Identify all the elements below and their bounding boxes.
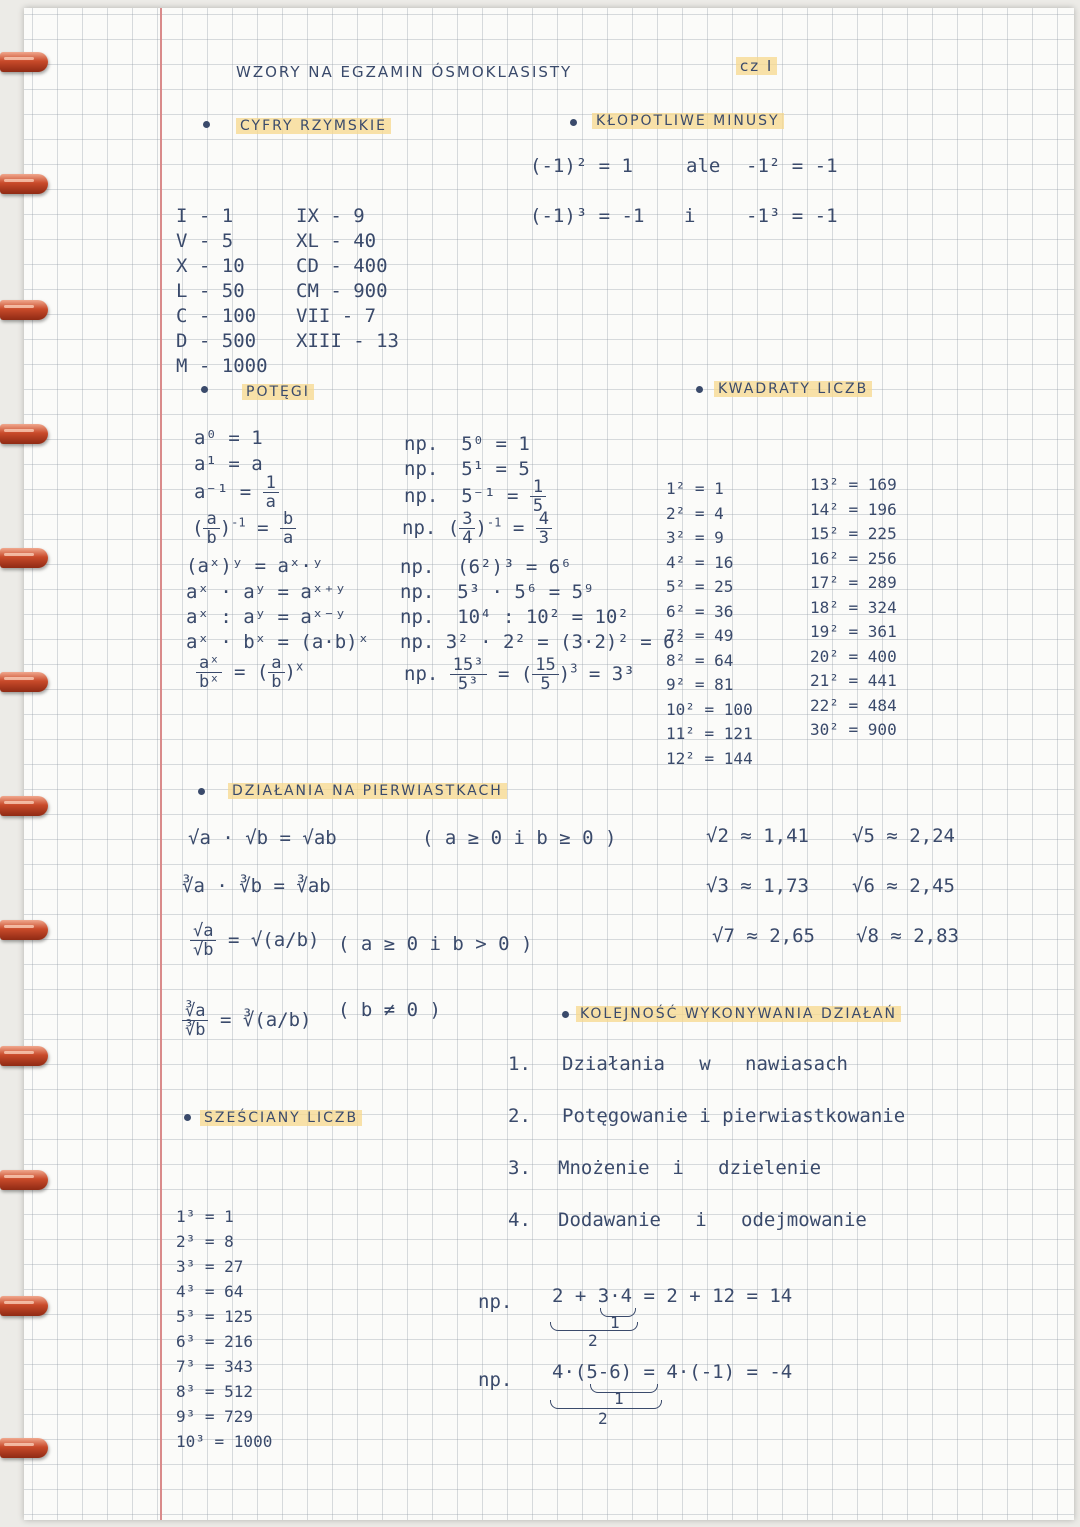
- order-example-2-step: 2: [598, 1409, 608, 1428]
- power-rule-quotient-base: $\frac{\text{aˣ}}{\text{bˣ}}$ = ( $\frac{a}{b}$ )$^x$: [196, 654, 303, 691]
- roman-heading: CYFRY RZYMSKIE: [236, 114, 391, 139]
- binder-ring: [0, 174, 48, 194]
- notebook-page: [24, 8, 1074, 1520]
- power-example-quotient-base: np. $\frac{\text{15³}}{\text{5³}}$ = ( $\frac{15}{5}$ )$^3$ = 3³: [404, 655, 635, 694]
- binder-ring: [0, 1046, 48, 1066]
- bullet: [201, 386, 208, 393]
- bullet: [203, 121, 210, 128]
- order-example-1: 2 + 3·4 = 2 + 12 = 14: [552, 1285, 793, 1307]
- power-rule-quotient: aˣ : aʸ = aˣ⁻ʸ: [186, 606, 347, 628]
- order-example-prefix: np.: [478, 1291, 513, 1313]
- power-example-power-of-power: np. (6²)³ = 6⁶: [400, 556, 572, 578]
- order-example-2: 4·(5-6) = 4·(-1) = -4: [552, 1361, 793, 1383]
- bullet: [696, 386, 703, 393]
- bullet: [562, 1011, 569, 1018]
- bullet: [198, 788, 205, 795]
- page-title: WZORY NA EGZAMIN ÓSMOKLASISTY: [236, 63, 573, 81]
- order-example-1-step: 2: [588, 1331, 598, 1350]
- power-example-fraction: np. ( $\frac{3}{4}$ )$^{-1}$ = $\frac{4}{3}$: [402, 510, 552, 547]
- roman-col1: I - 1 V - 5 X - 10 L - 50 C - 100 D - 500 M - 1000: [176, 205, 268, 377]
- power-example-inverse: np. 5⁻¹ = $\frac{1}{5}$: [404, 478, 546, 515]
- root-approx: √6 ≈ 2,45: [852, 875, 955, 897]
- minus-row1-left: (-1)² = 1: [530, 155, 633, 177]
- order-heading: KOLEJNOŚĆ WYKONYWANIA DZIAŁAŃ: [576, 1002, 901, 1027]
- minus-row2-joiner: i: [684, 205, 696, 227]
- page-title-part: cz I: [736, 54, 777, 79]
- binder-ring: [0, 1296, 48, 1316]
- order-example-1-step: 1: [610, 1313, 620, 1332]
- powers-heading: POTĘGI: [242, 380, 314, 405]
- step-brace: [590, 1384, 658, 1393]
- power-rule-zero: a⁰ = 1: [194, 427, 263, 449]
- root-rule-cube-product: ∛a · ∛b = ∛ab: [182, 875, 331, 897]
- order-example-2-step: 1: [614, 1389, 624, 1408]
- root-rule-cube-quotient-condition: ( b ≠ 0 ): [338, 999, 441, 1021]
- root-approx: √2 ≈ 1,41: [706, 825, 809, 847]
- power-rule-fraction-inverse: ( $\frac{a}{b}$ )$^{-1}$ = $\frac{b}{a}$: [192, 510, 296, 547]
- root-approx: √8 ≈ 2,83: [856, 925, 959, 947]
- binder-ring: [0, 1170, 48, 1190]
- order-step-text: Działania w nawiasach: [562, 1053, 848, 1075]
- minus-row1-joiner: ale: [686, 155, 721, 177]
- squares-heading: KWADRATY LICZB: [714, 377, 872, 402]
- minus-row2-right: -1³ = -1: [746, 205, 838, 227]
- power-rule-product-base: aˣ · bˣ = (a·b)ˣ: [186, 631, 370, 653]
- root-approx: √7 ≈ 2,65: [712, 925, 815, 947]
- minus-row2-left: (-1)³ = -1: [530, 205, 645, 227]
- roots-heading: DZIAŁANIA NA PIERWIASTKACH: [228, 779, 507, 804]
- root-approx: √5 ≈ 2,24: [852, 825, 955, 847]
- power-example-product: np. 5³ · 5⁶ = 5⁹: [400, 581, 595, 603]
- order-step-text: Dodawanie i odejmowanie: [558, 1209, 867, 1231]
- power-rule-one: a¹ = a: [194, 453, 263, 475]
- order-step-text: Mnożenie i dzielenie: [558, 1157, 822, 1179]
- power-example-one: np. 5¹ = 5: [404, 458, 530, 480]
- power-rule-inverse: a⁻¹ = $\frac{1}{a}$: [194, 474, 279, 511]
- binder-ring: [0, 548, 48, 568]
- order-step-number: 4.: [508, 1209, 531, 1231]
- root-approx: √3 ≈ 1,73: [706, 875, 809, 897]
- order-step-number: 2.: [508, 1105, 531, 1127]
- binder-ring: [0, 920, 48, 940]
- root-rule-quotient-condition: ( a ≥ 0 i b > 0 ): [338, 933, 533, 955]
- minus-row1-right: -1² = -1: [746, 155, 838, 177]
- binder-ring: [0, 796, 48, 816]
- root-rule-product-condition: ( a ≥ 0 i b ≥ 0 ): [422, 827, 617, 849]
- bullet: [570, 119, 577, 126]
- binder-ring: [0, 424, 48, 444]
- root-rule-quotient: $\frac{√a}{√b}$ = √(a/b): [190, 922, 319, 959]
- root-rule-cube-quotient: $\frac{∛a}{∛b}$ = ∛(a/b): [182, 1002, 311, 1039]
- binder-ring: [0, 672, 48, 692]
- order-step-text: Potęgowanie i pierwiastkowanie: [562, 1105, 906, 1127]
- roman-col2: IX - 9 XL - 40 CD - 400 CM - 900 VII - 7 XIII - 13: [296, 205, 399, 352]
- power-example-zero: np. 5⁰ = 1: [404, 433, 530, 455]
- bullet: [184, 1114, 191, 1121]
- binder-ring: [0, 300, 48, 320]
- binder-ring: [0, 1438, 48, 1458]
- order-step-number: 1.: [508, 1053, 531, 1075]
- cubes-heading: SZEŚCIANY LICZB: [200, 1106, 362, 1131]
- minus-heading: KŁOPOTLIWE MINUSY: [592, 109, 784, 134]
- squares-col1: 1² = 1 2² = 4 3² = 9 4² = 16 5² = 25 6² = 36 7² = 49 8² = 64 9² = 81 10² = 100 11² = 121 12² = 144: [666, 479, 753, 768]
- cubes-list: 1³ = 1 2³ = 8 3³ = 27 4³ = 64 5³ = 125 6³ = 216 7³ = 343 8³ = 512 9³ = 729 10³ = 1000: [176, 1207, 273, 1451]
- margin-line: [160, 8, 162, 1520]
- power-example-product-base: np. 3² · 2² = (3·2)² = 6²: [400, 631, 686, 653]
- power-rule-power-of-power: (aˣ)ʸ = aˣ·ʸ: [186, 555, 324, 577]
- order-example-prefix: np.: [478, 1369, 513, 1391]
- power-example-quotient: np. 10⁴ : 10² = 10²: [400, 606, 629, 628]
- binder-ring: [0, 52, 48, 72]
- root-rule-product: √a · √b = √ab: [188, 827, 337, 849]
- order-step-number: 3.: [508, 1157, 531, 1179]
- squares-col2: 13² = 169 14² = 196 15² = 225 16² = 256 17² = 289 18² = 324 19² = 361 20² = 400 21² = 441 22² = 484 30² = 900: [810, 475, 897, 739]
- power-rule-product: aˣ · aʸ = aˣ⁺ʸ: [186, 581, 347, 603]
